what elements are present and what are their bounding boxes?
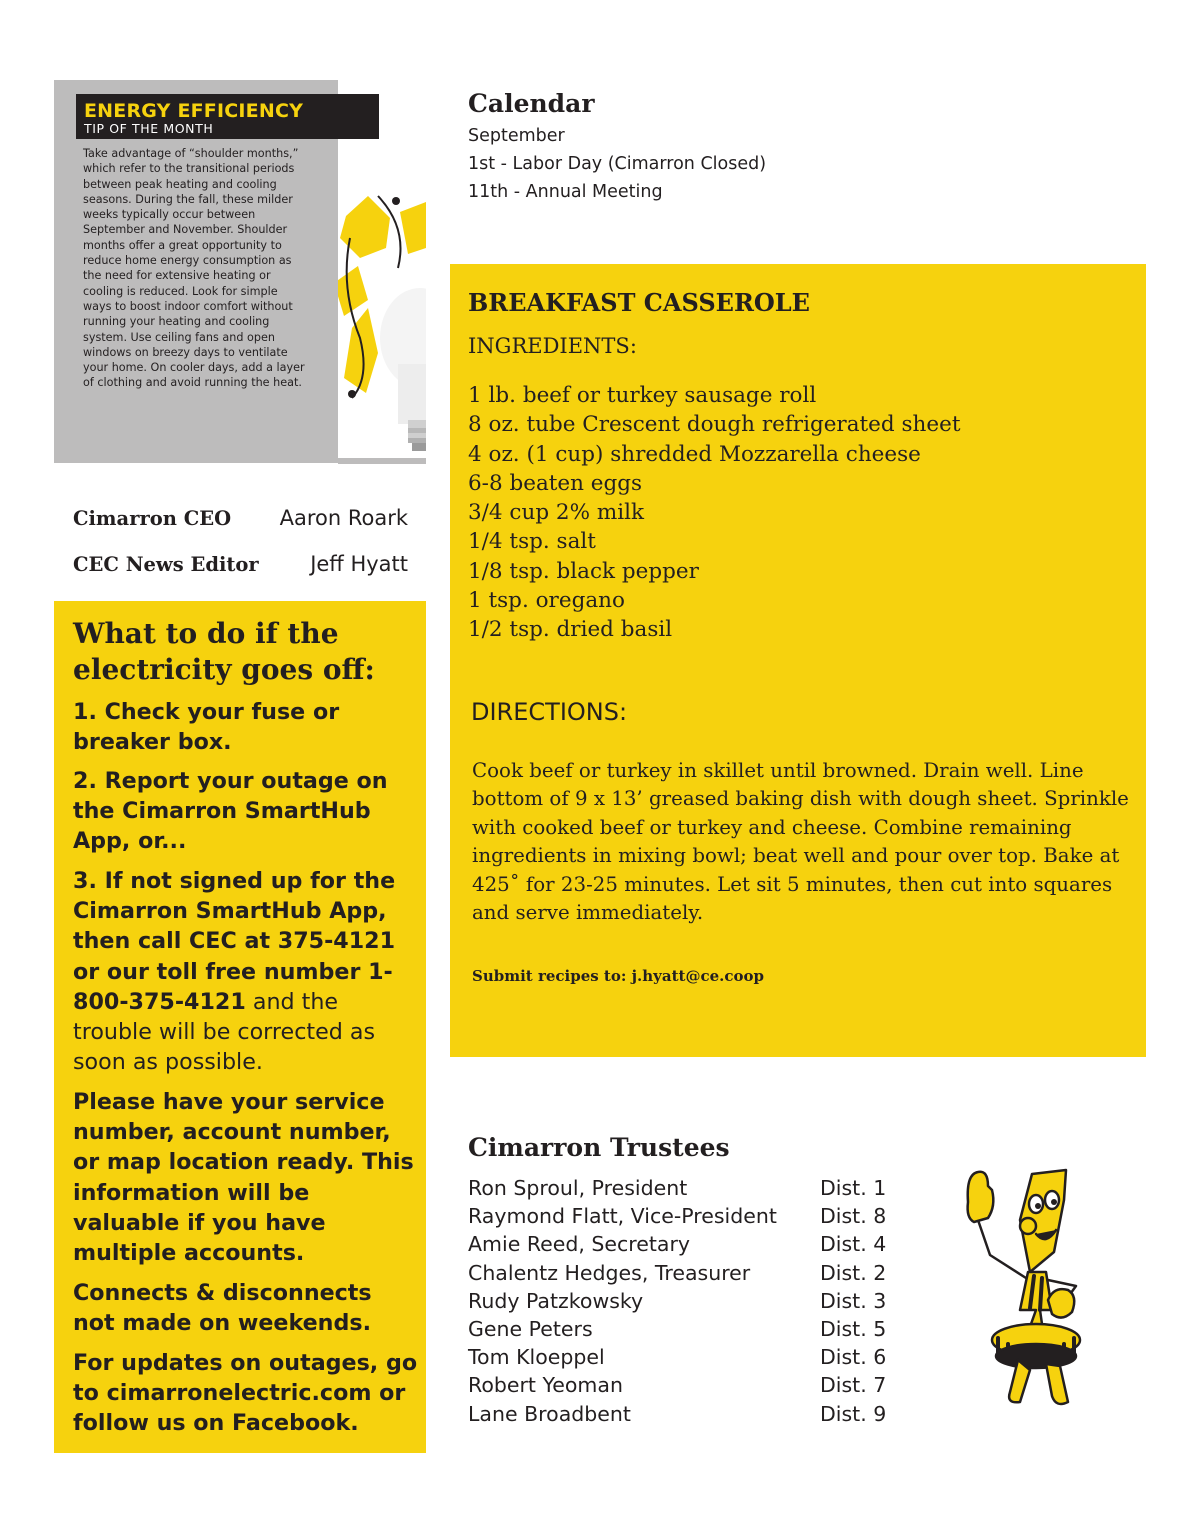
staff-role: CEC News Editor	[73, 553, 259, 576]
trustee-name: Rudy Patzkowsky	[468, 1288, 644, 1313]
directions-text: Cook beef or turkey in skillet until browned. Drain well. Line bottom of 9 x 13’ greased baking dish with dough sheet. Sprinkle with cooked beef or turkey and cheese. Combine remaining ingredients in mixing bowl; beat well and pour over top. Bake at 425˚ for 23-25 minutes. Let sit 5 minutes, then cut into squares and serve immediately.	[472, 759, 1129, 925]
directions-heading: DIRECTIONS:	[471, 698, 628, 726]
trustee-name: Gene Peters	[468, 1316, 593, 1341]
trustee-district: Dist. 5	[820, 1316, 887, 1341]
outage-step-text: 3. If not signed up for the Cimarron SmartHub App, then call CEC at 375-4121 or our toll free number 1-800-375-4121	[73, 868, 396, 1015]
ingredient-item: 6-8 beaten eggs	[468, 470, 643, 496]
trustee-name: Amie Reed, Secretary	[468, 1232, 691, 1257]
trustee-row	[468, 1287, 898, 1315]
tip-title: ENERGY EFFICIENCY	[84, 100, 304, 122]
tip-subtitle: TIP OF THE MONTH	[84, 121, 214, 136]
outage-step-text: 2. Report your outage on the Cimarron SmartHub App, or...	[73, 768, 388, 855]
outage-heading: What to do if the electricity goes off:	[73, 617, 375, 686]
outage-step-text: Please have your service number, account number, or map location ready. This information will be valuable if you have multiple accounts.	[73, 1089, 414, 1267]
ingredient-item: 1 lb. beef or turkey sausage roll	[468, 383, 817, 408]
staff-name: Jeff Hyatt	[310, 552, 408, 576]
outage-step	[73, 1278, 418, 1338]
lightbulb-icon	[338, 188, 426, 463]
trustee-district: Dist. 3	[820, 1288, 887, 1313]
trustee-row	[468, 1202, 898, 1230]
outage-step	[73, 766, 418, 857]
trustee-name: Ron Sproul, President	[468, 1176, 688, 1200]
trustee-list	[468, 1174, 898, 1428]
staff-name: Aaron Roark	[279, 506, 408, 530]
ingredients-list	[468, 381, 960, 645]
trustee-row	[468, 1400, 898, 1428]
ingredient-item: 1/4 tsp. salt	[468, 529, 596, 555]
trustee-district: Dist. 9	[820, 1401, 887, 1426]
trustee-district: Dist. 7	[820, 1373, 887, 1398]
outage-step	[73, 697, 418, 757]
trustee-district: Dist. 4	[820, 1232, 887, 1257]
ingredient-item: 1/2 tsp. dried basil	[468, 617, 673, 643]
trustee-name: Chalentz Hedges, Treasurer	[468, 1260, 751, 1285]
trustee-district: Dist. 6	[820, 1345, 887, 1370]
ingredient-item: 8 oz. tube Crescent dough refrigerated sheet	[468, 412, 961, 438]
tip-body: Take advantage of “shoulder months,” which refer to the transitional periods between peak heating and cooling seasons. During the fall, these milder weeks typically occur between September and November. Shoulder months offer a great opportunity to reduce home energy consumption as the need for extensive heating or cooling is reduced. Look for simple ways to boost indoor comfort without running your heating and cooling system. Use ceiling fans and open windows on breezy days to ventilate your home. On cooler days, add a layer of clothing and avoid running the heat.	[83, 147, 305, 390]
staff-role: Cimarron CEO	[73, 507, 232, 530]
calendar-month: September	[468, 126, 565, 146]
trustee-name: Robert Yeoman	[468, 1373, 623, 1398]
calendar-event: 1st - Labor Day (Cimarron Closed)	[468, 154, 767, 174]
trustee-row	[468, 1174, 898, 1202]
trustee-name: Lane Broadbent	[468, 1401, 631, 1426]
ingredient-item: 1/8 tsp. black pepper	[468, 558, 699, 584]
trustee-row	[468, 1343, 898, 1371]
recipe-submit-note: Submit recipes to: j.hyatt@ce.coop	[472, 967, 764, 985]
trustee-row	[468, 1230, 898, 1258]
outage-step-text: For updates on outages, go to cimarronelectric.com or follow us on Facebook.	[73, 1350, 418, 1437]
outage-step	[73, 1348, 418, 1439]
outage-step	[73, 1087, 418, 1268]
trustee-district: Dist. 1	[820, 1176, 887, 1200]
calendar-title: Calendar	[468, 89, 595, 118]
ingredients-heading: INGREDIENTS:	[468, 334, 637, 358]
tip-panel-base	[338, 458, 426, 464]
trustee-name: Tom Kloeppel	[468, 1345, 605, 1370]
reddy-kilowatt-icon	[948, 1160, 1098, 1410]
outage-step-text: 1. Check your fuse or breaker box.	[73, 699, 340, 756]
outage-step-text: Connects & disconnects not made on weekends.	[73, 1280, 372, 1337]
calendar-event: 11th - Annual Meeting	[468, 182, 663, 202]
ingredient-item: 3/4 cup 2% milk	[468, 500, 645, 526]
ingredient-item: 4 oz. (1 cup) shredded Mozzarella cheese	[468, 441, 921, 467]
outage-step-text-regular: and the trouble will be corrected as soon as possible.	[73, 988, 376, 1076]
trustee-name: Raymond Flatt, Vice-President	[468, 1204, 777, 1229]
trustee-district: Dist. 8	[820, 1204, 887, 1229]
trustee-row	[468, 1259, 898, 1287]
recipe-title: BREAKFAST CASSEROLE	[468, 288, 810, 317]
outage-step	[73, 866, 418, 1077]
trustees-title: Cimarron Trustees	[468, 1133, 730, 1162]
trustee-district: Dist. 2	[820, 1260, 887, 1285]
trustee-row	[468, 1315, 898, 1343]
trustee-row	[468, 1371, 898, 1399]
ingredient-item: 1 tsp. oregano	[468, 588, 625, 614]
